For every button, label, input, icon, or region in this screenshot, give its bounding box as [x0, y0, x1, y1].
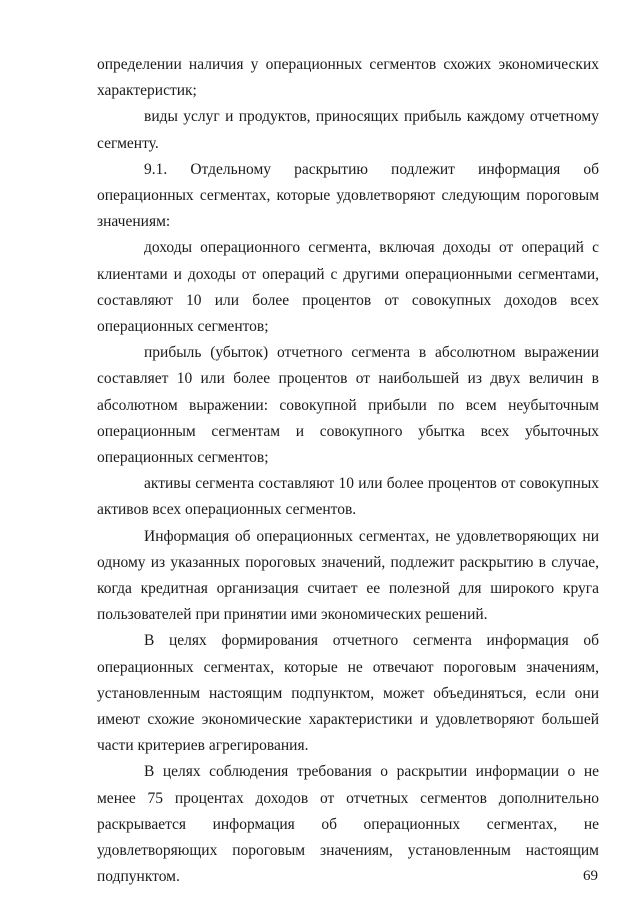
paragraph-revenue-threshold: доходы операционного сегмента, включая доходы от операций с клиентами и доходы от операций с другими операционными сегментами, составляют 10 или более процентов от совокупных доходов всех операционных сегментов; — [97, 239, 599, 336]
paragraph-aggregation: В целях формирования отчетного сегмента информация об операционных сегментах, которые не отвечают пороговым значениям, установленным настоящим подпунктом, может объединяться, если они имеют схожие экономические характеристики и удовлетворяют большей части критериев агрегирования. — [97, 632, 599, 755]
body-text — [97, 52, 599, 891]
paragraph-assets-threshold: активы сегмента составляют 10 или более процентов от совокупных активов всех операционных сегментов. — [97, 475, 599, 519]
page-number: 69 — [583, 868, 598, 884]
paragraph-9-1: 9.1. Отдельному раскрытию подлежит информация об операционных сегментах, которые удовлетворяют следующим пороговым значениям: — [97, 160, 599, 231]
paragraph-75-percent: В целях соблюдения требования о раскрытии информации о не менее 75 процентах доходов от отчетных сегментов дополнительно раскрывается информация об операционных сегментах, не удовлетворяющих пороговым значениям, установленным настоящим подпунктом. — [97, 763, 599, 886]
paragraph-services-products: виды услуг и продуктов, приносящих прибыль каждому отчетному сегменту. — [97, 108, 599, 152]
paragraph-non-qualifying-segments: Информация об операционных сегментах, не удовлетворяющих ни одному из указанных пороговых значений, подлежит раскрытию в случае, когда кредитная организация считает ее полезной для широкого круга пользователей при принятии ими экономических решений. — [97, 527, 599, 624]
paragraph-continuation: определении наличия у операционных сегментов схожих экономических характеристик; — [97, 56, 599, 100]
paragraph-profit-threshold: прибыль (убыток) отчетного сегмента в абсолютном выражении составляет 10 или более процентов от наибольшей из двух величин в абсолютном выражении: совокупной прибыли по всем неубыточным операционным сегментам и совокупного убытка всех убыточных операционных сегментов; — [97, 344, 599, 467]
